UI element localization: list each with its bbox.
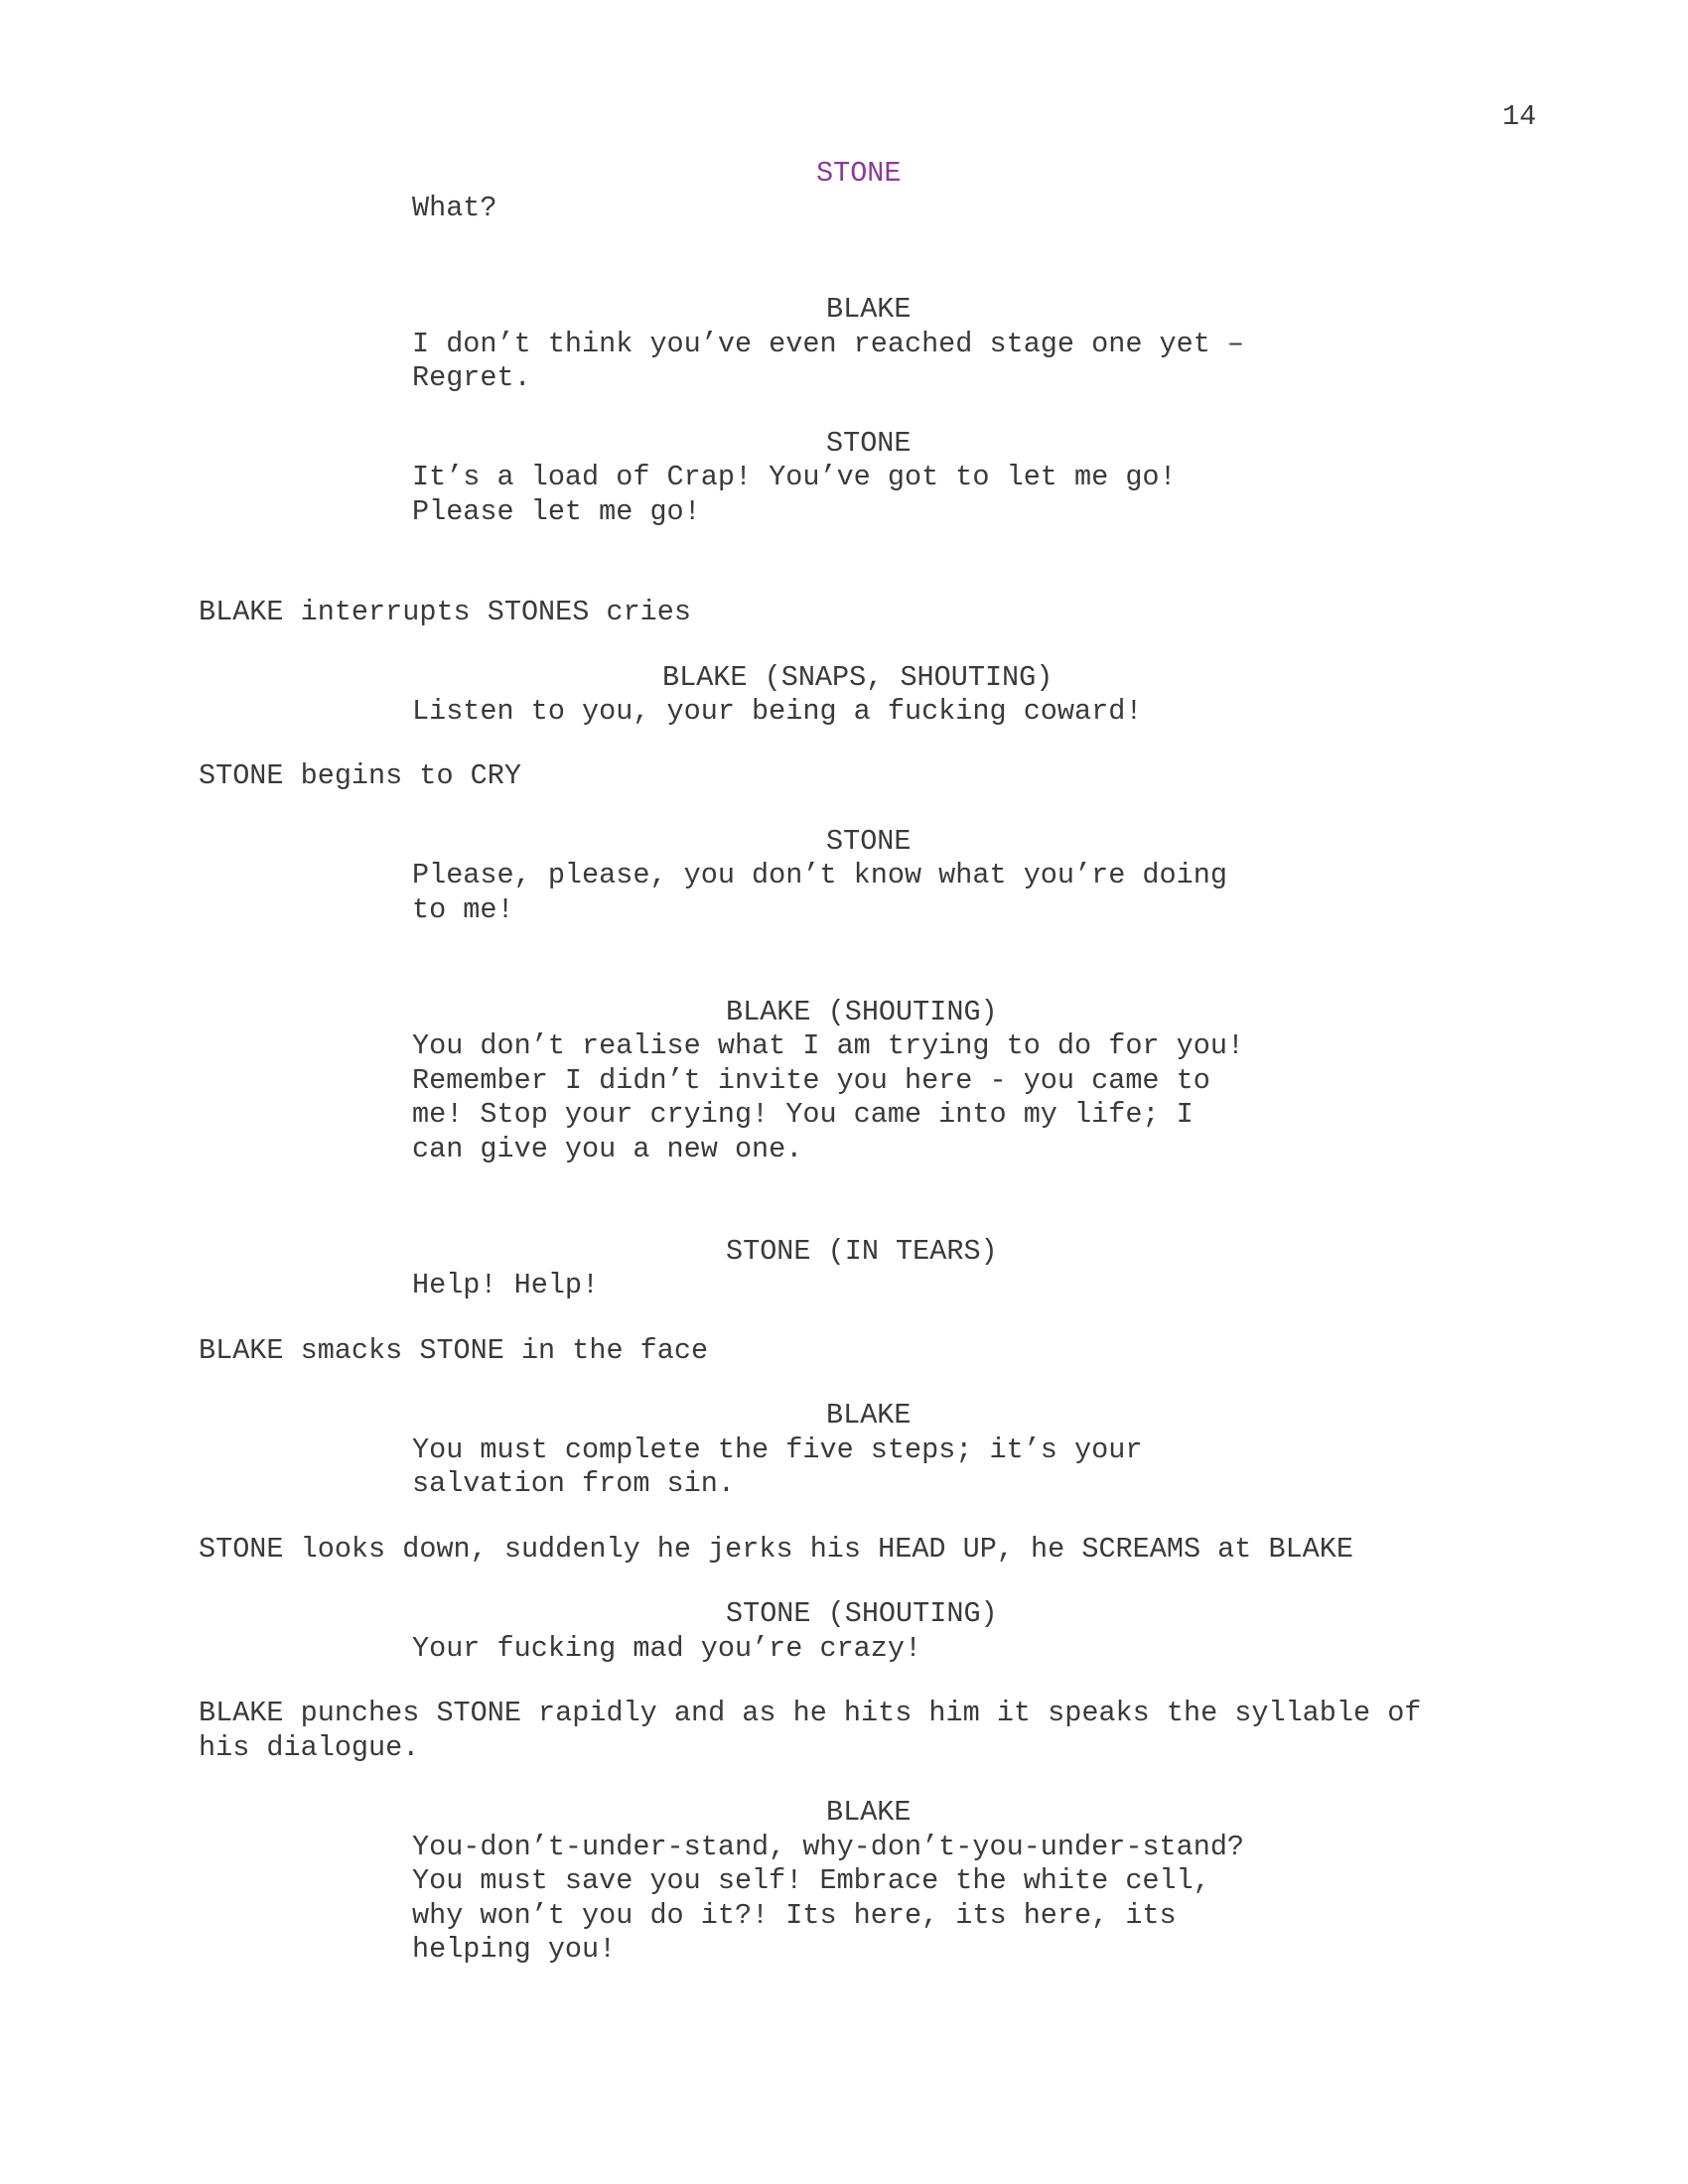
character-cue-stone: STONE (826, 427, 912, 460)
dialogue-line: Remember I didn’t invite you here - you came to (412, 1064, 1210, 1097)
dialogue-line: Help! Help! (412, 1269, 600, 1301)
dialogue-line: why won’t you do it?! Its here, its here, its (412, 1899, 1177, 1932)
action-line: BLAKE interrupts STONES cries (199, 596, 691, 628)
character-cue-blake: BLAKE (826, 1399, 912, 1432)
character-cue-blake: BLAKE (SHOUTING) (726, 996, 998, 1028)
character-cue-stone: STONE (IN TEARS) (726, 1235, 998, 1268)
dialogue-line: What? (412, 192, 497, 224)
character-cue-stone: STONE (826, 825, 912, 858)
dialogue-line: You-don’t-under-stand, why-don’t-you-under-stand? (412, 1831, 1245, 1863)
action-line: STONE looks down, suddenly he jerks his HEAD UP, he SCREAMS at BLAKE (199, 1533, 1353, 1566)
page-number: 14 (1502, 100, 1537, 133)
character-cue-blake: BLAKE (826, 293, 912, 326)
action-line: his dialogue. (199, 1731, 420, 1764)
character-cue-stone: STONE (SHOUTING) (726, 1597, 998, 1630)
dialogue-line: salvation from sin. (412, 1467, 735, 1500)
action-line: STONE begins to CRY (199, 759, 521, 792)
dialogue-line: Please, please, you don’t know what you’re doing (412, 859, 1227, 891)
character-cue-blake: BLAKE (SNAPS, SHOUTING) (662, 661, 1054, 694)
dialogue-line: helping you! (412, 1933, 617, 1966)
dialogue-line: Please let me go! (412, 495, 701, 528)
character-cue-blake: BLAKE (826, 1796, 912, 1829)
dialogue-line: You must complete the five steps; it’s your (412, 1433, 1143, 1466)
dialogue-line: Listen to you, your being a fucking coward! (412, 695, 1143, 728)
dialogue-line: Regret. (412, 361, 531, 394)
dialogue-line: You don’t realise what I am trying to do for you! (412, 1029, 1245, 1062)
dialogue-line: Your fucking mad you’re crazy! (412, 1632, 922, 1665)
dialogue-line: can give you a new one. (412, 1133, 803, 1165)
dialogue-line: You must save you self! Embrace the white cell, (412, 1864, 1210, 1897)
action-line: BLAKE smacks STONE in the face (199, 1334, 709, 1367)
dialogue-line: me! Stop your crying! You came into my life; I (412, 1098, 1194, 1131)
dialogue-line: It’s a load of Crap! You’ve got to let me go! (412, 461, 1177, 493)
dialogue-line: I don’t think you’ve even reached stage one yet – (412, 328, 1245, 360)
dialogue-line: to me! (412, 893, 514, 926)
action-line: BLAKE punches STONE rapidly and as he hits him it speaks the syllable of (199, 1697, 1422, 1729)
character-cue-stone: STONE (816, 157, 902, 190)
